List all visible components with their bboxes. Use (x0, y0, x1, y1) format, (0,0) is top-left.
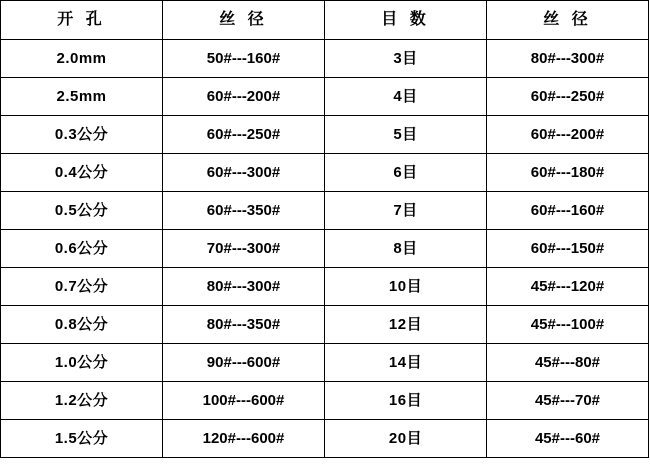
cell-wire-diameter-2: 45#---70# (487, 382, 649, 420)
cell-wire-diameter-1: 70#---300# (163, 230, 325, 268)
table-row (1, 230, 649, 268)
table-row (1, 40, 649, 78)
cell-wire-diameter-2: 60#---180# (487, 154, 649, 192)
table-header-row (1, 1, 649, 40)
cell-hole-size: 1.2公分 (1, 382, 163, 420)
cell-wire-diameter-2: 60#---150# (487, 230, 649, 268)
bottom-spacer (0, 458, 650, 466)
cell-hole-size: 0.3公分 (1, 116, 163, 154)
column-header-wire-diameter-2: 丝 径 (487, 1, 649, 40)
table-row (1, 154, 649, 192)
column-header-wire-diameter-1: 丝 径 (163, 1, 325, 40)
table-row (1, 420, 649, 458)
cell-hole-size: 1.5公分 (1, 420, 163, 458)
cell-mesh-count: 16目 (325, 382, 487, 420)
cell-wire-diameter-2: 45#---60# (487, 420, 649, 458)
cell-wire-diameter-1: 50#---160# (163, 40, 325, 78)
cell-mesh-count: 6目 (325, 154, 487, 192)
cell-wire-diameter-1: 80#---300# (163, 268, 325, 306)
cell-hole-size: 0.5公分 (1, 192, 163, 230)
cell-mesh-count: 7目 (325, 192, 487, 230)
column-header-hole-size: 开 孔 (1, 1, 163, 40)
cell-wire-diameter-2: 45#---120# (487, 268, 649, 306)
cell-hole-size: 0.8公分 (1, 306, 163, 344)
cell-wire-diameter-2: 60#---200# (487, 116, 649, 154)
cell-wire-diameter-1: 100#---600# (163, 382, 325, 420)
cell-wire-diameter-1: 120#---600# (163, 420, 325, 458)
table-header (1, 1, 649, 40)
cell-wire-diameter-2: 45#---100# (487, 306, 649, 344)
cell-mesh-count: 8目 (325, 230, 487, 268)
table-row (1, 116, 649, 154)
table-body (1, 40, 649, 458)
table-row (1, 192, 649, 230)
cell-mesh-count: 10目 (325, 268, 487, 306)
cell-wire-diameter-1: 60#---300# (163, 154, 325, 192)
cell-hole-size: 2.0mm (1, 40, 163, 78)
table-row (1, 268, 649, 306)
cell-wire-diameter-1: 90#---600# (163, 344, 325, 382)
cell-mesh-count: 4目 (325, 78, 487, 116)
cell-hole-size: 0.7公分 (1, 268, 163, 306)
cell-mesh-count: 20目 (325, 420, 487, 458)
cell-wire-diameter-2: 45#---80# (487, 344, 649, 382)
cell-wire-diameter-2: 60#---250# (487, 78, 649, 116)
cell-wire-diameter-1: 80#---350# (163, 306, 325, 344)
cell-hole-size: 1.0公分 (1, 344, 163, 382)
table-row (1, 382, 649, 420)
cell-hole-size: 0.4公分 (1, 154, 163, 192)
table-row (1, 78, 649, 116)
cell-mesh-count: 3目 (325, 40, 487, 78)
cell-hole-size: 0.6公分 (1, 230, 163, 268)
cell-wire-diameter-1: 60#---200# (163, 78, 325, 116)
table-row (1, 344, 649, 382)
cell-mesh-count: 14目 (325, 344, 487, 382)
cell-wire-diameter-2: 60#---160# (487, 192, 649, 230)
column-header-mesh-count: 目 数 (325, 1, 487, 40)
cell-wire-diameter-1: 60#---350# (163, 192, 325, 230)
cell-hole-size: 2.5mm (1, 78, 163, 116)
table-row (1, 306, 649, 344)
cell-wire-diameter-1: 60#---250# (163, 116, 325, 154)
cell-wire-diameter-2: 80#---300# (487, 40, 649, 78)
cell-mesh-count: 12目 (325, 306, 487, 344)
cell-mesh-count: 5目 (325, 116, 487, 154)
